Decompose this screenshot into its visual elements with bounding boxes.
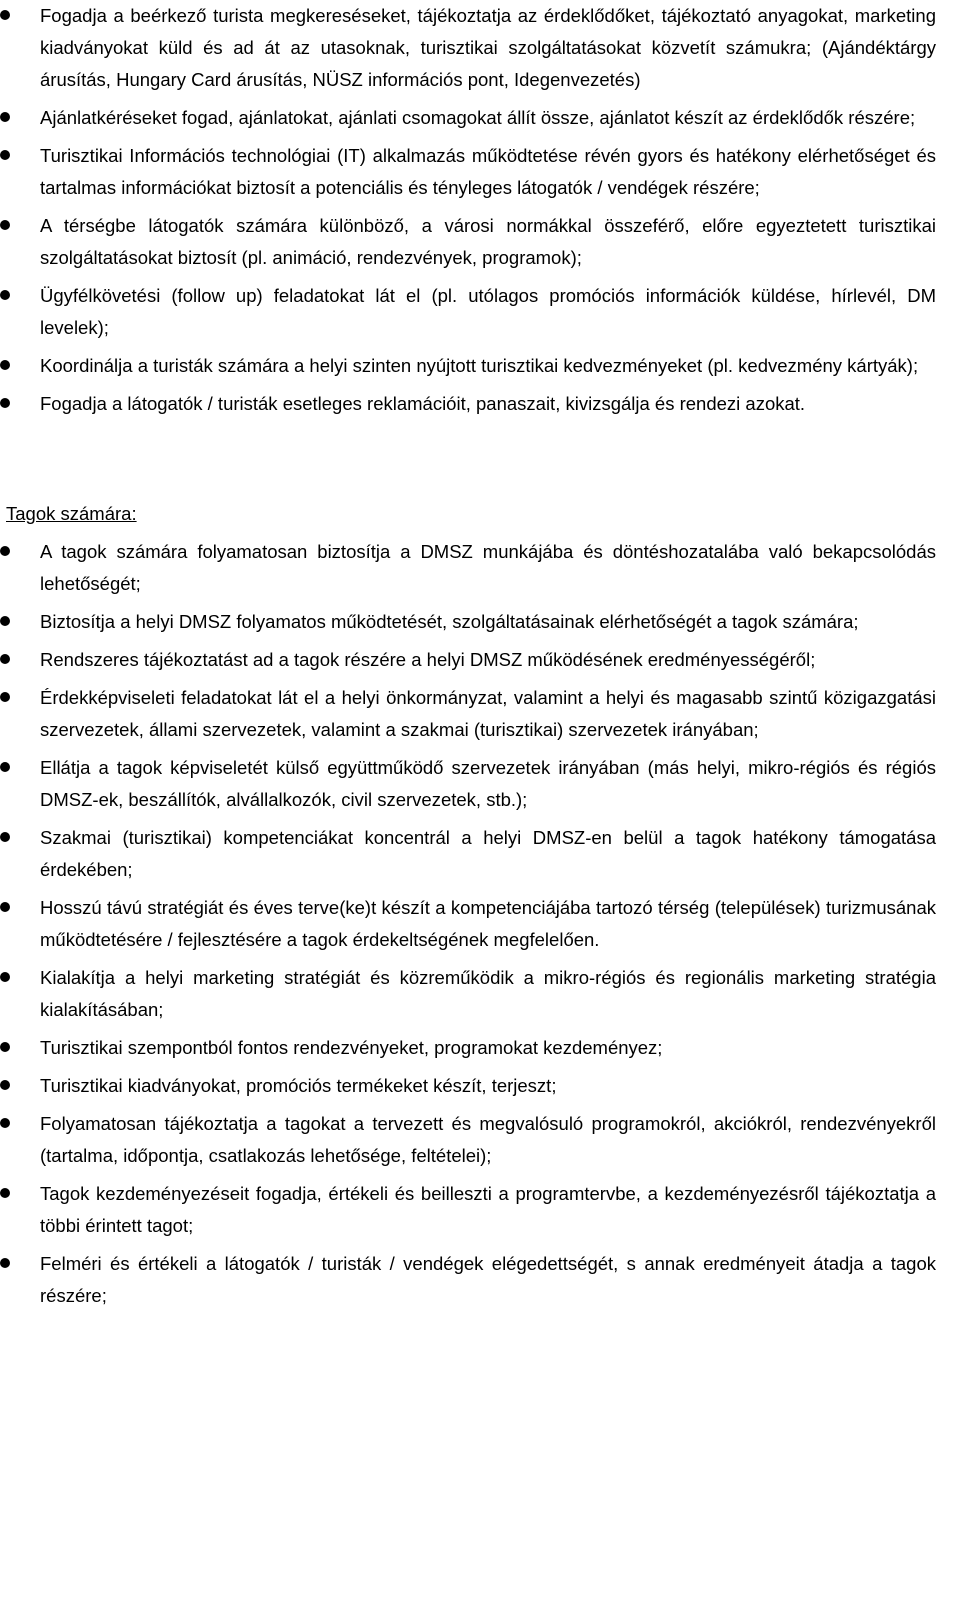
list-item-text: Biztosítja a helyi DMSZ folyamatos működtetését, szolgáltatásainak elérhetőségét a tagok számára; [40, 611, 859, 632]
bullet-icon [0, 398, 10, 408]
list-item-text: Folyamatosan tájékoztatja a tagokat a tervezett és megvalósuló programokról, akciókról, rendezvényekről (tartalma, időpontja, csatlakozás lehetősége, feltételei); [40, 1113, 936, 1166]
members-list [0, 536, 936, 1312]
list-item [0, 892, 936, 956]
list-item-text: Turisztikai szempontból fontos rendezvényeket, programokat kezdeményez; [40, 1037, 663, 1058]
bullet-icon [0, 654, 10, 664]
list-item [0, 752, 936, 816]
list-item [0, 102, 936, 134]
bullet-icon [0, 762, 10, 772]
bullet-icon [0, 832, 10, 842]
bullet-icon [0, 1042, 10, 1052]
list-item-text: A tagok számára folyamatosan biztosítja a DMSZ munkájába és döntéshozatalába való bekapcsolódás lehetőségét; [40, 541, 936, 594]
list-item-text: Rendszeres tájékoztatást ad a tagok részére a helyi DMSZ működésének eredményességéről; [40, 649, 816, 670]
list-item [0, 682, 936, 746]
bullet-icon [0, 360, 10, 370]
list-item-text: Tagok kezdeményezéseit fogadja, értékeli és beilleszti a programtervbe, a kezdeményezésről tájékoztatja a többi érintett tagot; [40, 1183, 936, 1236]
list-item-text: Felméri és értékeli a látogatók / turisták / vendégek elégedettségét, s annak eredményeit átadja a tagok részére; [40, 1253, 936, 1306]
list-item [0, 536, 936, 600]
list-item [0, 644, 936, 676]
list-item-text: Érdekképviseleti feladatokat lát el a helyi önkormányzat, valamint a helyi és magasabb szintű közigazgatási szervezetek, állami szervezetek, valamint a szakmai (turisztikai) szervezetek irányában; [40, 687, 936, 740]
bullet-icon [0, 616, 10, 626]
list-item-text: Turisztikai Információs technológiai (IT) alkalmazás működtetése révén gyors és hatékony elérhetőséget és tartalmas információkat biztosít a potenciális és tényleges látogatók / vendégek részére; [40, 145, 936, 198]
bullet-icon [0, 1118, 10, 1128]
bullet-icon [0, 1080, 10, 1090]
list-item [0, 140, 936, 204]
members-heading: Tagok számára: [6, 503, 137, 524]
list-item [0, 1248, 936, 1312]
bullet-icon [0, 150, 10, 160]
bullet-icon [0, 692, 10, 702]
list-item-text: Szakmai (turisztikai) kompetenciákat koncentrál a helyi DMSZ-en belül a tagok hatékony támogatása érdekében; [40, 827, 936, 880]
bullet-icon [0, 546, 10, 556]
bullet-icon [0, 1188, 10, 1198]
list-item [0, 606, 936, 638]
list-item [0, 388, 936, 420]
service-list [0, 0, 936, 420]
list-item-text: Fogadja a látogatók / turisták esetleges reklamációit, panaszait, kivizsgálja és rendezi azokat. [40, 393, 806, 414]
list-item [0, 280, 936, 344]
bullet-icon [0, 220, 10, 230]
list-item-text: Fogadja a beérkező turista megkereséseket, tájékoztatja az érdeklődőket, tájékoztató anyagokat, marketing kiadványokat küld és ad át az utasoknak, turisztikai szolgáltatásokat közvetít számukra; (Ajándéktárgy árusítás, Hungary Card árusítás, NÜSZ információs pont, Idegenvezetés) [40, 5, 936, 90]
list-item-text: A térségbe látogatók számára különböző, a városi normákkal összeférő, előre egyeztetett turisztikai szolgáltatásokat biztosít (pl. animáció, rendezvények, programok); [40, 215, 936, 268]
list-item [0, 350, 936, 382]
list-item [0, 1032, 936, 1064]
list-item-text: Turisztikai kiadványokat, promóciós termékeket készít, terjeszt; [40, 1075, 557, 1096]
bullet-icon [0, 112, 10, 122]
list-item [0, 1070, 936, 1102]
bullet-icon [0, 972, 10, 982]
list-item-text: Koordinálja a turisták számára a helyi szinten nyújtott turisztikai kedvezményeket (pl. kedvezmény kártyák); [40, 355, 919, 376]
bullet-icon [0, 902, 10, 912]
list-item [0, 822, 936, 886]
bullet-icon [0, 1258, 10, 1268]
list-item-text: Ügyfélkövetési (follow up) feladatokat lát el (pl. utólagos promóciós információk küldése, hírlevél, DM levelek); [40, 285, 936, 338]
list-item [0, 1178, 936, 1242]
list-item-text: Ellátja a tagok képviseletét külső együttműködő szervezetek irányában (más helyi, mikro-régiós és régiós DMSZ-ek, beszállítók, alvállalkozók, civil szervezetek, stb.); [40, 757, 936, 810]
list-item [0, 0, 936, 96]
list-item [0, 1108, 936, 1172]
bullet-icon [0, 290, 10, 300]
list-item [0, 962, 936, 1026]
list-item-text: Kialakítja a helyi marketing stratégiát és közreműködik a mikro-régiós és regionális marketing stratégia kialakításában; [40, 967, 936, 1020]
bullet-icon [0, 10, 10, 20]
list-item [0, 210, 936, 274]
list-item-text: Ajánlatkéréseket fogad, ajánlatokat, ajánlati csomagokat állít össze, ajánlatot készít az érdeklődők részére; [40, 107, 916, 128]
list-item-text: Hosszú távú stratégiát és éves terve(ke)t készít a kompetenciájába tartozó térség (települések) turizmusának működtetésére / fejlesztésére a tagok érdekeltségének megfelelően. [40, 897, 936, 950]
